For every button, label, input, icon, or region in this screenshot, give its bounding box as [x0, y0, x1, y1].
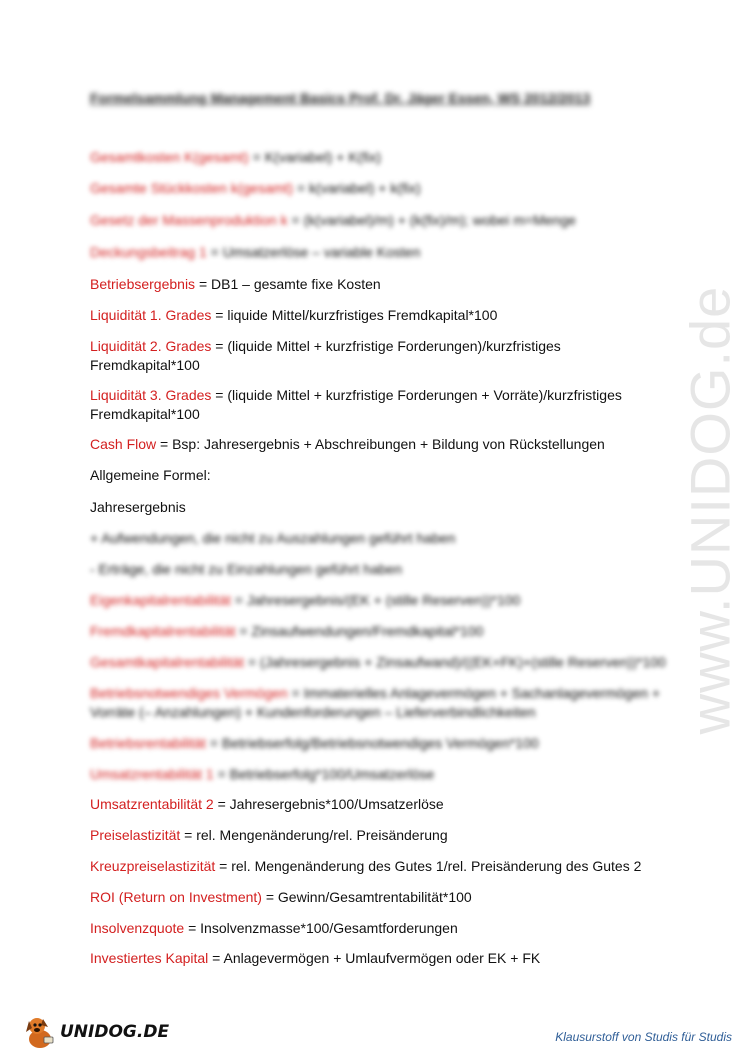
- formula-term: Gesamte Stückkosten k(gesamt): [90, 180, 294, 196]
- formula-definition: = Jahresergebnis*100/Umsatzerlöse: [213, 796, 444, 812]
- formula-term: Umsatzrentabilität 1: [90, 766, 214, 782]
- formula-term: Betriebsrentabilität: [90, 735, 206, 751]
- formula-definition: = Insolvenzmasse*100/Gesamtforderungen: [184, 920, 458, 936]
- formula-term: Deckungsbeitrag 1: [90, 244, 207, 260]
- formula-definition: + Aufwendungen, die nicht zu Auszahlungen geführt haben: [90, 530, 456, 546]
- formula-definition: Allgemeine Formel:: [90, 467, 211, 483]
- formula-definition: = DB1 – gesamte fixe Kosten: [195, 276, 381, 292]
- formula-item: [90, 275, 670, 294]
- formula-item: [90, 591, 670, 610]
- formula-term: Betriebsnotwendiges Vermögen: [90, 685, 288, 701]
- formula-item: [90, 622, 670, 641]
- formula-term: Liquidität 1. Grades: [90, 307, 212, 323]
- formula-term: Umsatzrentabilität 2: [90, 796, 214, 812]
- formula-definition: = K(variabel) + K(fix): [248, 149, 381, 165]
- formula-definition: = Umsatzerlöse – variable Kosten: [206, 244, 421, 260]
- formula-term: ROI (Return on Investment): [90, 889, 262, 905]
- formula-item: [90, 243, 670, 262]
- formula-item: [90, 949, 670, 968]
- formula-definition: = Betriebserfolg/Betriebsnotwendiges Vermögen*100: [205, 735, 539, 751]
- formula-item: [90, 337, 670, 375]
- formula-item: [90, 653, 670, 672]
- formula-definition: = liquide Mittel/kurzfristiges Fremdkapital*100: [211, 307, 498, 323]
- formula-item: [90, 888, 670, 907]
- formula-term: Eigenkapitalrentabilität: [90, 592, 231, 608]
- formula-definition: = Gewinn/Gesamtrentabilität*100: [261, 889, 472, 905]
- formula-definition: = Betriebserfolg*100/Umsatzerlöse: [213, 766, 435, 782]
- formula-item: [90, 765, 670, 784]
- formula-definition: - Erträge, die nicht zu Einzahlungen geführt haben: [90, 561, 403, 577]
- formula-definition: = Bsp: Jahresergebnis + Abschreibungen + Bildung von Rückstellungen: [156, 436, 605, 452]
- formula-item: [90, 306, 670, 325]
- formula-item: [90, 560, 670, 579]
- formula-item: [90, 795, 670, 814]
- formula-definition: = Immaterielles Anlagevermögen + Sachanlagevermögen + Vorräte (– Anzahlungen) + Kundenforderungen – Lieferverbindlichkeiten: [90, 685, 661, 720]
- formula-term: Gesetz der Massenproduktion k: [90, 212, 288, 228]
- formula-item: [90, 734, 670, 753]
- formula-item: [90, 684, 670, 722]
- formula-item: [90, 466, 670, 485]
- formula-item: [90, 386, 670, 424]
- formula-definition: Jahresergebnis: [90, 499, 186, 515]
- formula-item: [90, 498, 670, 517]
- formula-term: Insolvenzquote: [90, 920, 185, 936]
- formula-definition: = Jahresergebnis/(EK + (stille Reserven))*100: [230, 592, 521, 608]
- formula-definition: = (k(variabel)/m) + (k(fix)/m); wobei m=Menge: [287, 212, 576, 228]
- formula-term: Liquidität 3. Grades: [90, 387, 212, 403]
- formula-term: Fremdkapitalrentabilität: [90, 623, 236, 639]
- formula-definition: = k(variabel) + k(fix): [293, 180, 421, 196]
- formula-term: Kreuzpreiselastizität: [90, 858, 216, 874]
- watermark-text: www.UNIDOG.de: [678, 285, 742, 735]
- formula-item: [90, 148, 670, 167]
- formula-item: [90, 179, 670, 198]
- document-title: Formelsammlung Management Basics Prof. Dr. Jäger Essen, WS 2012/2013: [90, 90, 591, 106]
- formula-term: Preiselastizität: [90, 827, 181, 843]
- formula-definition: = (liquide Mittel + kurzfristige Forderungen + Vorräte)/kurzfristiges Fremdkapital*100: [90, 387, 622, 422]
- formula-term: Investiertes Kapital: [90, 950, 209, 966]
- unidog-logo[interactable]: [20, 1012, 170, 1052]
- formula-term: Betriebsergebnis: [90, 276, 196, 292]
- formula-item: [90, 826, 670, 845]
- formula-definition: = (liquide Mittel + kurzfristige Forderungen)/kurzfristiges Fremdkapital*100: [90, 338, 561, 373]
- formula-definition: = Zinsaufwendungen/Fremdkapital*100: [235, 623, 484, 639]
- formula-item: [90, 919, 670, 938]
- formula-term: Liquidität 2. Grades: [90, 338, 212, 354]
- formula-term: Cash Flow: [90, 436, 157, 452]
- formula-definition: = rel. Mengenänderung/rel. Preisänderung: [180, 827, 448, 843]
- formula-definition: = Anlagevermögen + Umlaufvermögen oder EK + FK: [208, 950, 541, 966]
- formula-definition: = rel. Mengenänderung des Gutes 1/rel. Preisänderung des Gutes 2: [215, 858, 642, 874]
- formula-item: [90, 211, 670, 230]
- dog-mascot-icon: [20, 1012, 60, 1052]
- formula-term: Gesamtkapitalrentabilität: [90, 654, 245, 670]
- formula-item: [90, 857, 670, 876]
- formula-term: Gesamtkosten K(gesamt): [90, 149, 249, 165]
- formula-item: [90, 529, 670, 548]
- logo-text: UNIDOG.DE: [60, 1022, 170, 1042]
- footer-tagline: Klausurstoff von Studis für Studis: [555, 1030, 732, 1044]
- formula-definition: = (Jahresergebnis + Zinsaufwand)/((EK+FK)+(stille Reserven))*100: [244, 654, 666, 670]
- formula-item: [90, 435, 670, 454]
